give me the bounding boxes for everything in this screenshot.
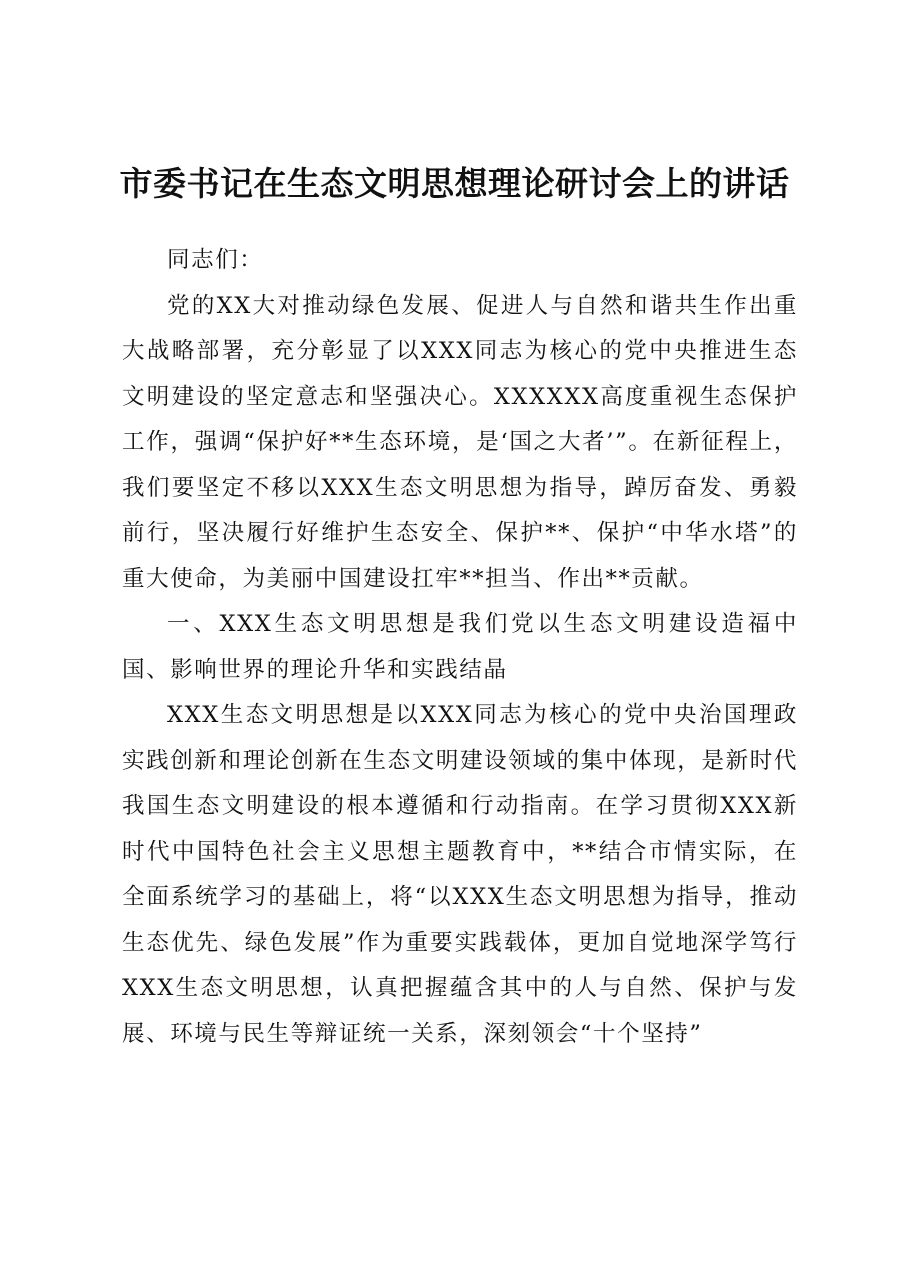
paragraph-section-1: XXX生态文明思想是以XXX同志为核心的党中央治国理政实践创新和理论创新在生态文明建设领域的集中体现，是新时代我国生态文明建设的根本遵循和行动指南。在学习贯彻XXX新时代中国特色社会主义思想主题教育中，**结合市情实际，在全面系统学习的基础上，将“以XXX生态文明思想为指导，推动生态优先、绿色发展”作为重要实践载体，更加自觉地深学笃行XXX生态文明思想，认真把握蕴含其中的人与自然、保护与发展、环境与民生等辩证统一关系，深刻领会“十个坚持” — [122, 702, 798, 1047]
paragraph-intro: 党的XX大对推动绿色发展、促进人与自然和谐共生作出重大战略部署，充分彰显了以XXX同志为核心的党中央推进生态文明建设的坚定意志和坚强决心。XXXXXX高度重视生态保护工作，强调“保护好**生态环境，是‘国之大者’”。在新征程上，我们要坚定不移以XXX生态文明思想为指导，踔厉奋发、勇毅前行，坚决履行好维护生态安全、保护**、保护“中华水塔”的重大使命，为美丽中国建设扛牢**担当、作出**贡献。 — [122, 292, 798, 592]
document-body — [122, 238, 798, 1057]
document-title: 市委书记在生态文明思想理论研讨会上的讲话 — [119, 164, 790, 203]
salutation: 同志们： — [167, 247, 264, 273]
section-heading-1: 一、XXX生态文明思想是我们党以生态文明建设造福中国、影响世界的理论升华和实践结晶 — [122, 611, 798, 683]
